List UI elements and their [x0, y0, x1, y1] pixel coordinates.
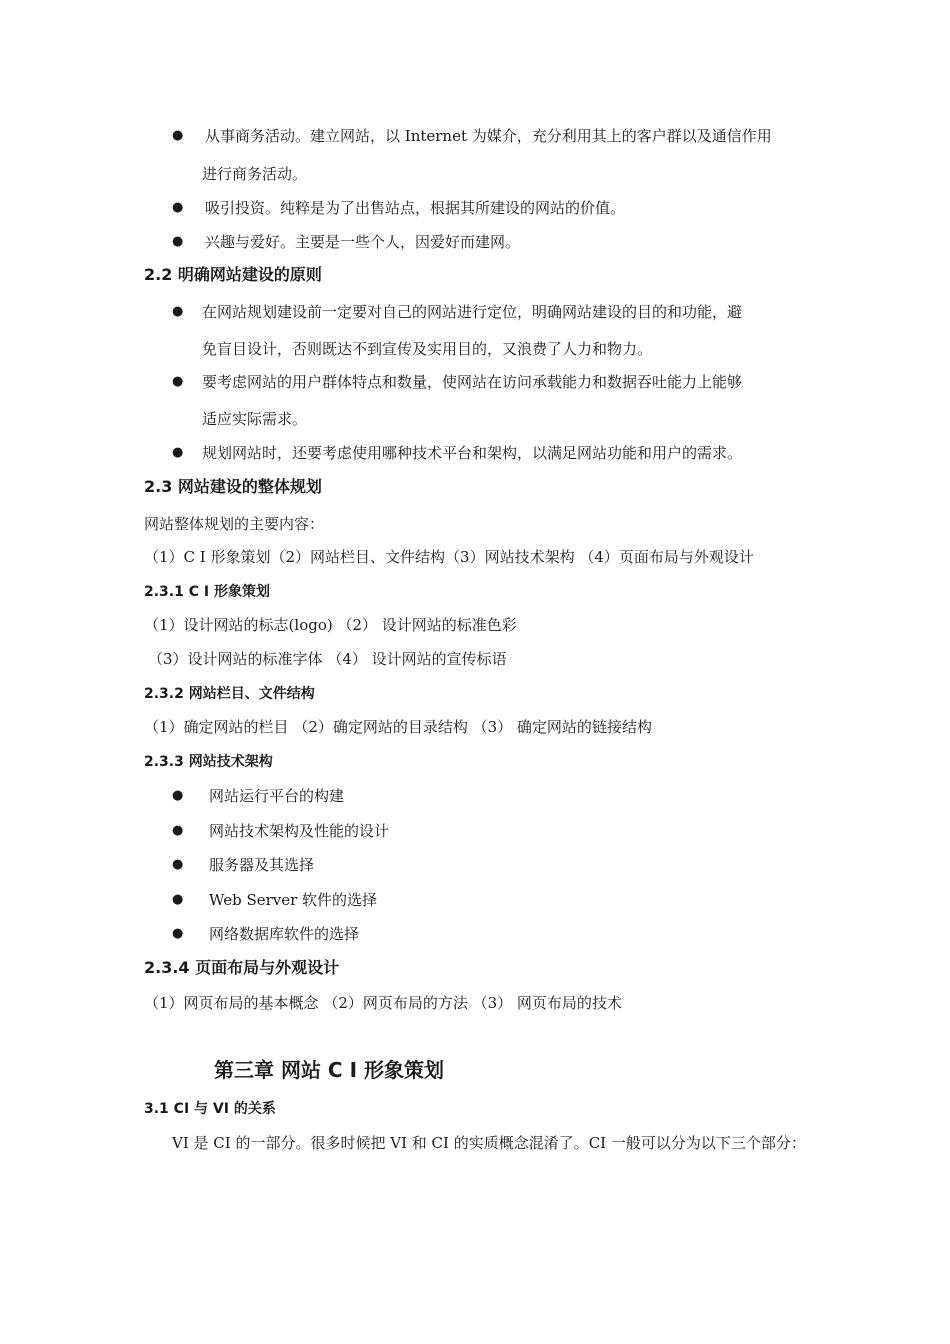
- paragraph-line: 免盲目设计，否则既达不到宣传及实用目的，又浪费了人力和物力。: [202, 340, 653, 358]
- paragraph-line: （1）C I 形象策划（2）网站栏目、文件结构（3）网站技术架构 （4）页面布局与外观设计: [144, 548, 754, 566]
- subsection-heading: 2.3.2 网站栏目、文件结构: [144, 686, 315, 702]
- list-item: 网络数据库软件的选择: [209, 925, 360, 943]
- bullet-icon: ●: [172, 857, 184, 872]
- bullet-icon: ●: [172, 200, 184, 215]
- paragraph-line: （1）确定网站的栏目 （2）确定网站的目录结构 （3） 确定网站的链接结构: [144, 718, 652, 736]
- list-item: 服务器及其选择: [209, 856, 315, 874]
- section-heading: 2.2 明确网站建设的原则: [144, 265, 322, 284]
- section-heading: 2.3 网站建设的整体规划: [144, 477, 322, 496]
- chapter-title: 第三章 网站 C I 形象策划: [214, 1058, 444, 1082]
- bullet-icon: ●: [172, 788, 184, 803]
- paragraph-line: VI 是 CI 的一部分。很多时候把 VI 和 CI 的实质概念混淆了。CI 一般可以分为以下三个部分：: [172, 1134, 806, 1152]
- paragraph-line: （1）设计网站的标志(logo) （2） 设计网站的标准色彩: [144, 616, 517, 634]
- bullet-icon: ●: [172, 374, 184, 389]
- bullet-icon: ●: [172, 926, 184, 941]
- paragraph-line: 吸引投资。纯粹是为了出售站点，根据其所建设的网站的价值。: [205, 199, 626, 217]
- list-item: 网站运行平台的构建: [209, 787, 345, 805]
- bullet-icon: ●: [172, 892, 184, 907]
- subsection-heading: 2.3.1 C I 形象策划: [144, 584, 270, 600]
- bullet-icon: ●: [172, 128, 184, 143]
- subsection-heading: 2.3.3 网站技术架构: [144, 754, 273, 770]
- paragraph-line: 在网站规划建设前一定要对自己的网站进行定位，明确网站建设的目的和功能，避: [202, 303, 743, 321]
- paragraph-line: （3）设计网站的标准字体 （4） 设计网站的宣传标语: [148, 650, 507, 668]
- paragraph-line: 网站整体规划的主要内容：: [144, 515, 325, 533]
- bullet-icon: ●: [172, 234, 184, 249]
- bullet-icon: ●: [172, 823, 184, 838]
- paragraph-line: 从事商务活动。建立网站，以 Internet 为媒介，充分利用其上的客户群以及通信作用: [205, 127, 772, 145]
- bullet-icon: ●: [172, 304, 184, 319]
- bullet-icon: ●: [172, 445, 184, 460]
- subsection-heading: 2.3.4 页面布局与外观设计: [144, 958, 340, 977]
- paragraph-line: 要考虑网站的用户群体特点和数量，使网站在访问承载能力和数据吞吐能力上能够: [202, 373, 743, 391]
- list-item: 网站技术架构及性能的设计: [209, 822, 390, 840]
- list-item: Web Server 软件的选择: [209, 891, 378, 909]
- paragraph-line: 规划网站时，还要考虑使用哪种技术平台和架构，以满足网站功能和用户的需求。: [202, 444, 743, 462]
- section-heading: 3.1 CI 与 VI 的关系: [144, 1101, 276, 1117]
- paragraph-line: 兴趣与爱好。主要是一些个人，因爱好而建网。: [205, 233, 521, 251]
- paragraph-line: 进行商务活动。: [202, 165, 308, 183]
- paragraph-line: （1）网页布局的基本概念 （2）网页布局的方法 （3） 网页布局的技术: [144, 994, 622, 1012]
- paragraph-line: 适应实际需求。: [202, 410, 308, 428]
